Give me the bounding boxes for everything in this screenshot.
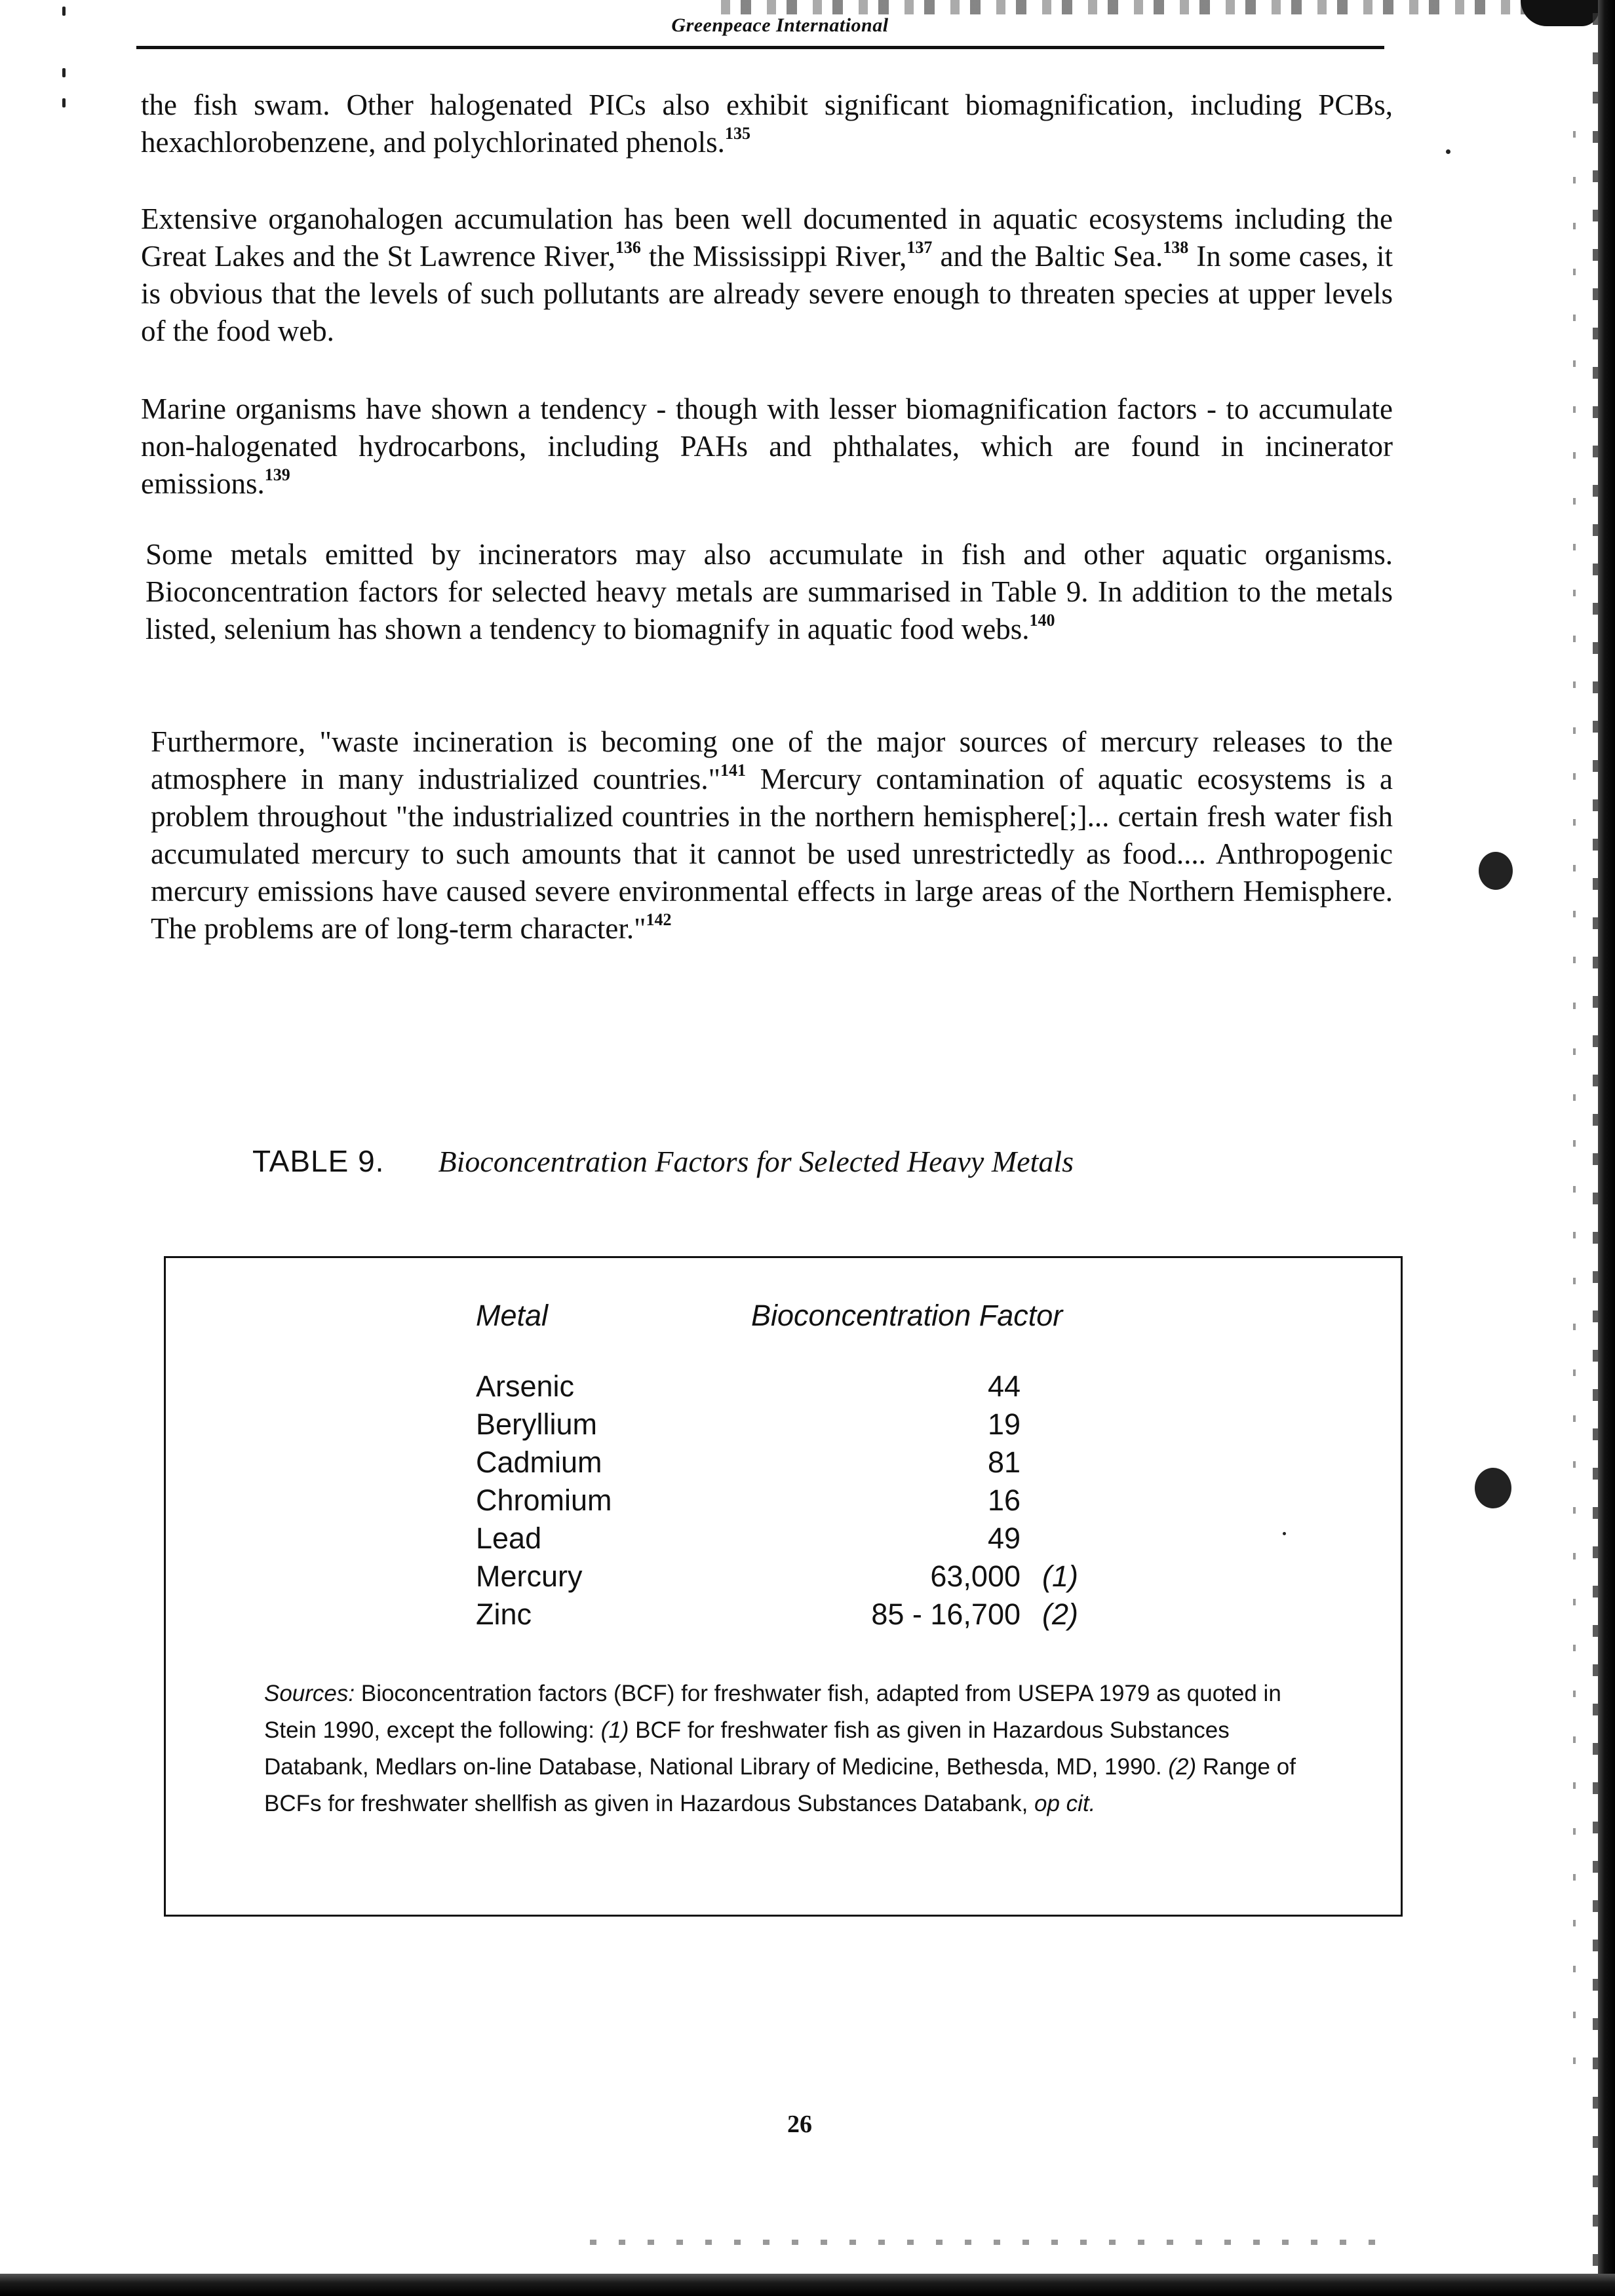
footnote-ref: 138 — [1163, 238, 1189, 257]
header-rule — [136, 46, 1384, 49]
paragraph: the fish swam. Other halogenated PICs also exhibit significant biomagnification, including PCBs, hexachlorobenzene, and polychlorinated phenols.$^{135}$ — [141, 88, 1393, 159]
metal-name: Chromium — [476, 1483, 612, 1517]
scan-edge-right — [1598, 0, 1615, 2296]
bcf-value: 85 - 16,700 — [871, 1598, 1021, 1631]
footnote-ref: 140 — [1029, 611, 1055, 630]
running-head: Greenpeace International — [671, 14, 889, 36]
scan-margin-line — [1573, 131, 1576, 2097]
bcf-value: 19 — [987, 1407, 1021, 1441]
table-row — [166, 1407, 1401, 1445]
table-title: Bioconcentration Factors for Selected Heavy Metals — [438, 1145, 1074, 1178]
table-row — [166, 1483, 1401, 1521]
table-row — [166, 1369, 1401, 1407]
metal-name: Lead — [476, 1521, 542, 1555]
scan-speck — [62, 7, 66, 16]
paragraph: Extensive organohalogen accumulation has been well documented in aquatic ecosystems including the Great Lakes and the St Lawrence River,$^{136}$ the Mississippi River,$^{137}$ and the Baltic Sea.$^{138}$ In some cases, it is obvious that the levels of such pollutants are already severe enough to threaten species at upper levels of the food web. — [141, 202, 1393, 347]
metal-name: Arsenic — [476, 1369, 575, 1403]
table-number: TABLE 9. — [252, 1144, 385, 1178]
metal-name: Zinc — [476, 1598, 532, 1631]
scan-smudge — [1521, 0, 1599, 26]
table-sources: Sources: Bioconcentration factors (BCF) for freshwater fish, adapted from USEPA 1979 as quoted in Stein 1990, except the following: (1) BCF for freshwater fish as given in Hazardous Substances Databank, Medlars on-line Database, National Library of Medicine, Bethesda, MD, 1990. (2) Range of BCFs for freshwater shellfish as given in Hazardous Substances Databank, op cit. — [264, 1681, 1296, 1816]
table-row — [166, 1559, 1401, 1598]
scan-edge-line — [1593, 13, 1598, 2267]
row-note: (2) — [1042, 1598, 1078, 1631]
table-caption — [252, 1143, 1367, 1179]
table-row — [166, 1521, 1401, 1559]
footnote-ref: 137 — [906, 238, 933, 257]
bcf-value: 44 — [987, 1369, 1021, 1403]
column-header-metal: Metal — [476, 1299, 549, 1332]
sources-label: Sources: — [264, 1681, 355, 1706]
bcf-value: 81 — [987, 1445, 1021, 1479]
page-number: 26 — [787, 2111, 812, 2138]
scan-speck — [1446, 149, 1450, 154]
footnote-ref: 136 — [615, 238, 641, 257]
footnote-ref: 141 — [720, 761, 746, 780]
scan-speck — [1475, 1468, 1511, 1508]
table-row — [166, 1598, 1401, 1636]
scan-edge-bottom — [0, 2274, 1615, 2296]
paragraph: Marine organisms have shown a tendency - though with lesser biomagnification factors - to accumulate non-halogenated hydrocarbons, including PAHs and phthalates, which are found in incinerator emissions.$^{139}$ — [141, 392, 1393, 500]
footnote-ref: 142 — [646, 910, 672, 929]
scan-speck — [62, 68, 66, 77]
scan-noise-bottom — [590, 2240, 1376, 2245]
bcf-value: 16 — [987, 1483, 1021, 1517]
footnote-ref: 135 — [724, 124, 750, 143]
table-row — [166, 1445, 1401, 1483]
column-header-factor: Bioconcentration Factor — [751, 1299, 1063, 1332]
table-box — [164, 1256, 1403, 1917]
scan-speck — [1479, 852, 1513, 890]
metal-name: Cadmium — [476, 1445, 602, 1479]
footnote-ref: 139 — [264, 465, 290, 484]
scan-speck — [62, 98, 66, 107]
paragraph: Some metals emitted by incinerators may also accumulate in fish and other aquatic organisms. Bioconcentration factors for selected heavy metals are summarised in Table 9. In addition to the metals listed, selenium has shown a tendency to biomagnify in aquatic food webs.$^{140}$ — [146, 538, 1393, 645]
bcf-value: 49 — [987, 1521, 1021, 1555]
row-note: (1) — [1042, 1559, 1078, 1593]
bcf-value: 63,000 — [930, 1559, 1021, 1593]
paragraph: Furthermore, "waste incineration is becoming one of the major sources of mercury releases to the atmosphere in many industrialized countries."$^{141}$ Mercury contamination of aquatic ecosystems is a problem throughout "the industrialized countries in the northern hemisphere[;]... certain fresh water fish accumulated mercury to such amounts that it cannot be used unrestrictedly as food.... Anthropogenic mercury emissions have caused severe environmental effects in large areas of the Northern Hemisphere. The problems are of long-term character."$^{142}$ — [151, 725, 1393, 945]
metal-name: Beryllium — [476, 1407, 598, 1441]
metal-name: Mercury — [476, 1559, 583, 1593]
scan-noise-top — [721, 0, 1586, 14]
